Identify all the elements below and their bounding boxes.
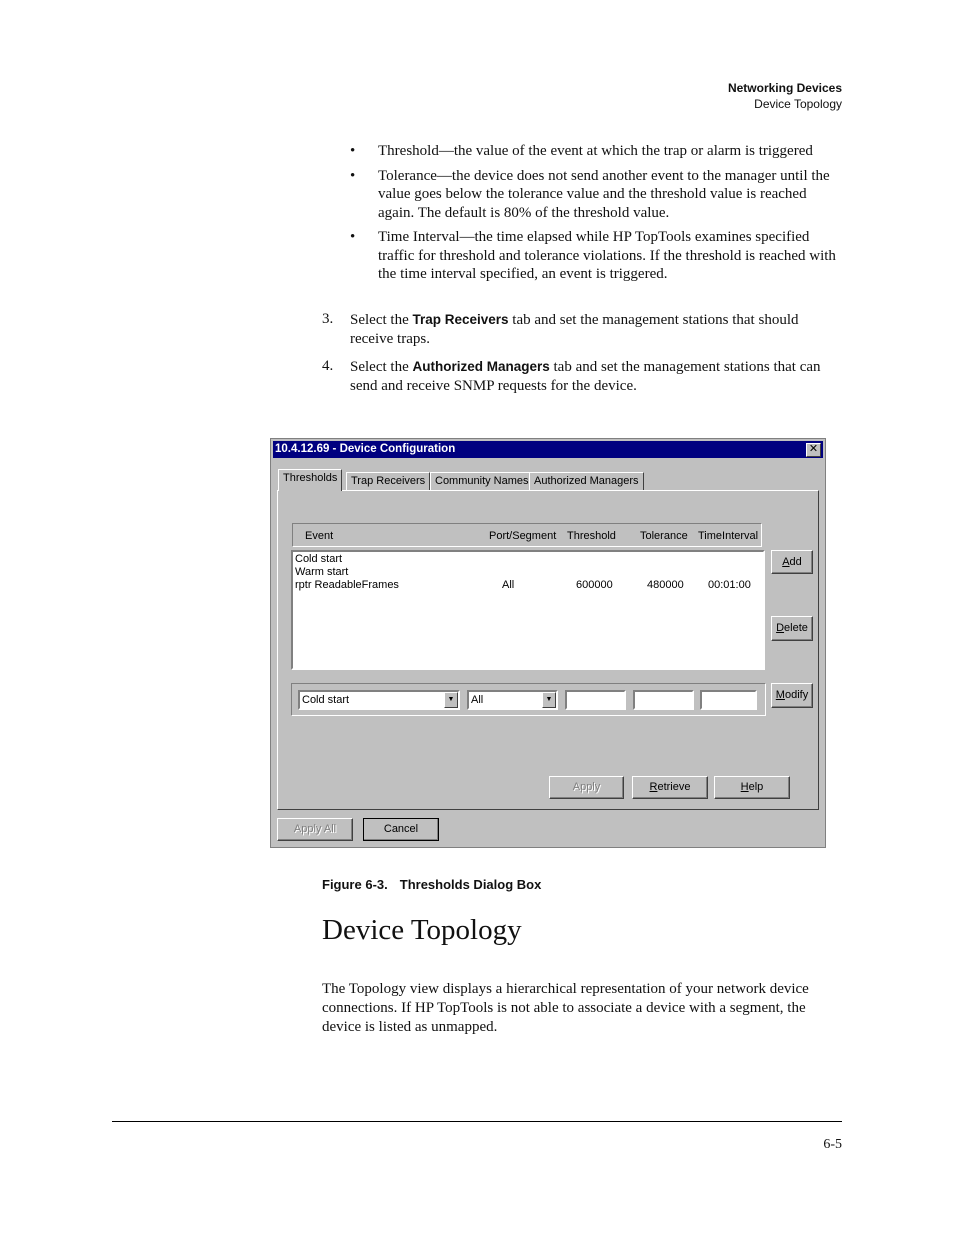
step-4: [322, 357, 842, 396]
section-heading: Device Topology: [322, 914, 522, 946]
chevron-down-icon[interactable]: ▼: [542, 692, 556, 708]
row-event[interactable]: rptr ReadableFrames: [295, 579, 399, 591]
list-item: [350, 142, 842, 161]
close-icon[interactable]: ✕: [806, 443, 821, 457]
running-header-title: Networking Devices: [727, 81, 842, 95]
row-interval: 00:01:00: [708, 579, 751, 591]
apply-all-button[interactable]: Apply All: [277, 818, 353, 841]
bullet-text: Tolerance—the device does not send another event to the manager until the value goes below the tolerance value and the threshold value is reached again. The default is 80% of the threshold value.: [378, 167, 830, 221]
step-number: 3.: [322, 311, 334, 327]
time-interval-input[interactable]: [700, 690, 757, 710]
column-time-interval[interactable]: TimeInterval: [698, 530, 759, 542]
device-configuration-dialog: [270, 438, 826, 848]
step-3: [322, 310, 842, 349]
figure-label: Figure 6-3.: [322, 877, 388, 892]
retrieve-button[interactable]: Retrieve: [632, 776, 708, 799]
list-item: [350, 228, 842, 284]
section-paragraph: The Topology view displays a hierarchical representation of your network device connections. If HP TopTools is not able to associate a device with a segment, the device is listed as unmapped.: [322, 981, 809, 1035]
row-tolerance: 480000: [647, 579, 684, 591]
row-event[interactable]: Warm start: [295, 566, 349, 578]
step-number: 4.: [322, 358, 334, 374]
running-header-subtitle: Device Topology: [754, 97, 842, 111]
threshold-input[interactable]: [565, 690, 626, 710]
tolerance-input[interactable]: [633, 690, 694, 710]
figure-title: Thresholds Dialog Box: [399, 877, 542, 892]
definition-list: [350, 142, 842, 290]
step-text-pre: Select the: [350, 359, 413, 375]
bullet-text: Threshold—the value of the event at which the trap or alarm is triggered: [378, 143, 813, 159]
bullet-marker: •: [350, 143, 356, 159]
cancel-button[interactable]: Cancel: [363, 818, 439, 841]
tab-authorized-managers[interactable]: Authorized Managers: [529, 472, 644, 490]
help-button[interactable]: Help: [714, 776, 790, 799]
delete-button[interactable]: Delete: [771, 616, 813, 641]
list-item: [350, 167, 842, 223]
event-select[interactable]: [298, 690, 460, 710]
page-number: 6-5: [823, 1137, 842, 1152]
tab-thresholds[interactable]: Thresholds: [278, 469, 342, 491]
port-select[interactable]: [467, 690, 558, 710]
column-event[interactable]: Event: [305, 530, 334, 542]
row-event[interactable]: Cold start: [295, 553, 343, 565]
list-column-header: [292, 523, 762, 547]
dialog-titlebar: [273, 441, 823, 458]
tab-community-names[interactable]: Community Names: [430, 472, 534, 490]
column-threshold[interactable]: Threshold: [567, 530, 616, 542]
events-list[interactable]: [291, 550, 765, 670]
tab-trap-receivers[interactable]: Trap Receivers: [346, 472, 430, 490]
modify-button[interactable]: Modify: [771, 683, 813, 708]
event-select-value: Cold start: [302, 694, 350, 706]
port-select-value: All: [471, 694, 484, 706]
step-text-post: tab and set the management stations that should receive traps.: [350, 312, 799, 347]
add-button[interactable]: Add: [771, 550, 813, 574]
chevron-down-icon[interactable]: ▼: [444, 692, 458, 708]
step-text-pre: Select the: [350, 312, 413, 328]
figure-caption: [322, 877, 541, 892]
bullet-text: Time Interval—the time elapsed while HP TopTools examines specified traffic for threshold and tolerance violations. If the threshold is reached with the time interval specified, an event is triggered.: [378, 229, 836, 282]
step-ui-term: Trap Receivers: [412, 312, 509, 327]
footer-rule: [112, 1121, 842, 1122]
bullet-marker: •: [350, 229, 356, 245]
column-port-segment[interactable]: Port/Segment: [489, 530, 557, 542]
apply-button[interactable]: Apply: [549, 776, 624, 799]
row-threshold: 600000: [576, 579, 613, 591]
bullet-marker: •: [350, 167, 356, 184]
step-text-post: tab and set the management stations that can send and receive SNMP requests for the device.: [350, 359, 821, 394]
step-ui-term: Authorized Managers: [412, 359, 550, 374]
column-tolerance[interactable]: Tolerance: [640, 530, 688, 542]
row-port: All: [502, 579, 515, 591]
dialog-title: 10.4.12.69 - Device Configuration: [275, 443, 456, 455]
